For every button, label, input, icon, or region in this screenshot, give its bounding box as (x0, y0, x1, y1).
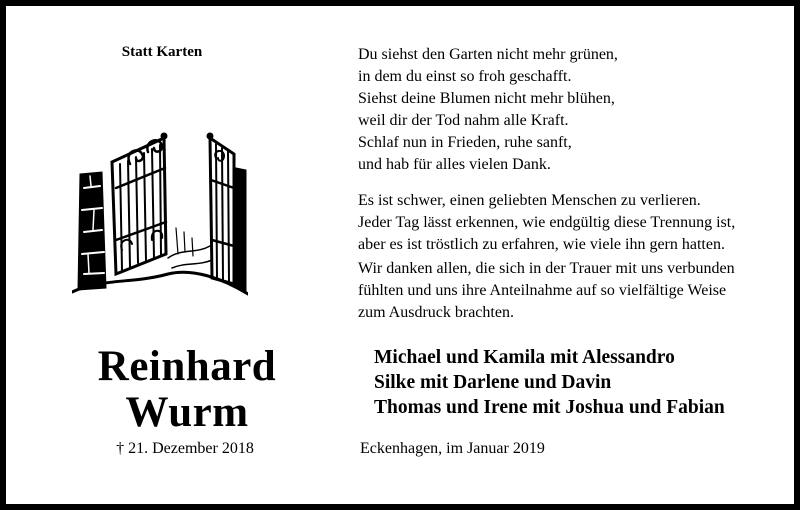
thanks-paragraph (358, 258, 735, 324)
paragraph-line: zum Ausdruck brachten. (358, 304, 514, 321)
paragraph-line: Wir danken allen, die sich in der Trauer mit uns verbunden (358, 260, 735, 277)
poem-line: Schlaf nun in Frieden, ruhe sanft, (358, 134, 572, 151)
family-members (374, 345, 725, 420)
family-line: Thomas und Irene mit Joshua und Fabian (374, 397, 725, 418)
condolence-paragraph (358, 190, 735, 256)
paragraph-line: Jeder Tag lässt erkennen, wie endgültig diese Trennung ist, (358, 214, 736, 231)
deceased-name (50, 344, 324, 436)
statt-karten-label: Statt Karten (121, 44, 203, 60)
poem-line: Du siehst den Garten nicht mehr grünen, (358, 46, 618, 63)
poem-line: in dem du einst so froh geschafft. (358, 68, 572, 85)
open-wrought-iron-gate-icon (72, 128, 248, 296)
paragraph-line: fühlten und uns ihre Anteilnahme auf so vielfältige Weise (358, 282, 727, 299)
family-line: Silke mit Darlene und Davin (374, 372, 612, 393)
poem-line: und hab für alles vielen Dank. (358, 156, 551, 173)
poem-line: Siehst deine Blumen nicht mehr blühen, (358, 90, 615, 107)
deceased-last-name: Wurm (125, 389, 249, 436)
paragraph-line: aber es ist tröstlich zu erfahren, wie viele ihn gern hatten. (358, 236, 725, 253)
poem-line: weil dir der Tod nahm alle Kraft. (358, 112, 569, 129)
paragraph-line: Es ist schwer, einen geliebten Menschen zu verlieren. (358, 192, 701, 209)
deceased-first-name: Reinhard (97, 343, 277, 390)
death-date: † 21. Dezember 2018 (116, 440, 254, 457)
family-line: Michael und Kamila mit Alessandro (374, 347, 675, 368)
poem (358, 44, 618, 176)
place-and-date: Eckenhagen, im Januar 2019 (360, 440, 545, 457)
